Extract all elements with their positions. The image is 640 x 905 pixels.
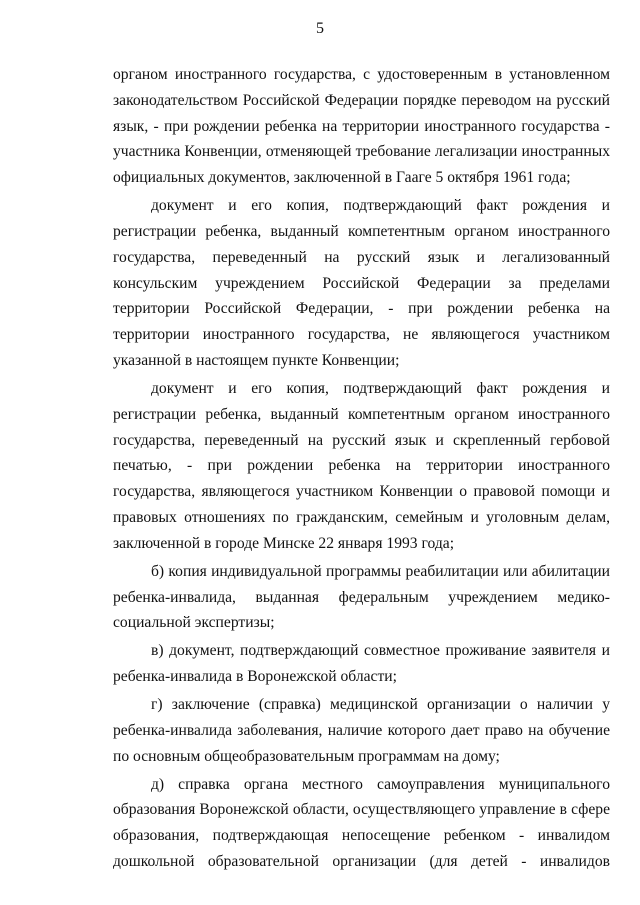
paragraph-item-g-medical-certificate: г) заключение (справка) медицинской организации о наличии у ребенка-инвалида заболевания, наличие которого дает право на обучение по основным общеобразовательным программам на дому; [113,696,610,765]
page-number: 5 [316,20,324,37]
paragraph-foreign-document-apostille: органом иностранного государства, с удостоверенным в установленном законодательством Российской Федерации порядке переводом на русский язык, - при рождении ребенка на территории иностранного государства - участника Конвенции, отменяющей требование легализации иностранных официальных документов, заключенной в Гааге 5 октября 1961 года; [113,66,610,187]
paragraph-foreign-document-legalized: документ и его копия, подтверждающий факт рождения и регистрации ребенка, выданный компетентным органом иностранного государства, переведенный на русский язык и легализованный консульским учреждением Российской Федерации за пределами территории Российской Федерации, - при рождении ребенка на территории иностранного государства, не являющегося участником указанной в настоящем пункте Конвенции; [113,197,610,369]
paragraph-item-v-cohabitation-document: в) документ, подтверждающий совместное проживание заявителя и ребенка-инвалида в Воронежской области; [113,642,610,686]
paragraph-item-d-education-certificate: д) справка органа местного самоуправления муниципального образования Воронежской области, осуществляющего управление в сфере образования, подтверждающая непосещение ребенком - инвалидом дошкольной образовательной организации (для детей - инвалидов [113,775,610,871]
paragraph-item-b-rehabilitation-program: б) копия индивидуальной программы реабилитации или абилитации ребенка-инвалида, выданная федеральным учреждением медико-социальной экспертизы; [113,562,610,632]
document-body [113,62,610,877]
paragraph-foreign-document-minsk-convention: документ и его копия, подтверждающий факт рождения и регистрации ребенка, выданный компетентным органом иностранного государства, переведенный на русский язык и скрепленный гербовой печатью, - при рождении ребенка на территории иностранного государства, являющегося участником Конвенции о правовой помощи и правовых отношениях по гражданским, семейным и уголовным делам, заключенной в городе Минске 22 января 1993 года; [113,379,610,552]
